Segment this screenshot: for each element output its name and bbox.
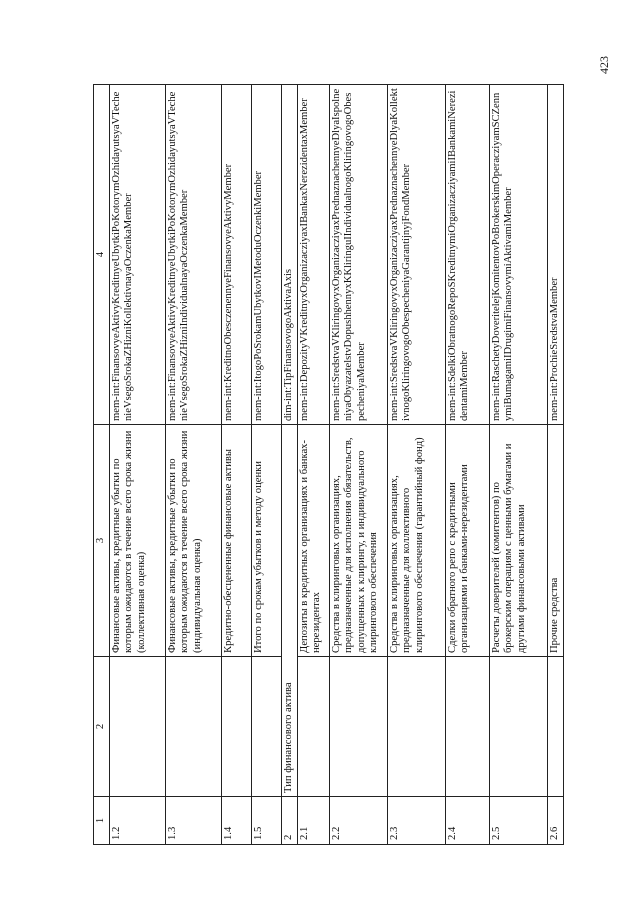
header-col-3: 3 xyxy=(94,425,110,657)
row-code: mem-int:FinansovyeAktivyKreditnyeUbytkiPoKotorymOzhidayutsyaVTechenieVsegoSrokaZHizniKollektivnayaOczenkaMember xyxy=(109,85,165,425)
table-row xyxy=(387,85,445,845)
row-group-label xyxy=(297,657,329,797)
table-row xyxy=(109,85,165,845)
row-description: Кредитно-обесцененные финансовые активы xyxy=(221,425,251,657)
row-description: Депозиты в кредитных организациях и банках-нерезидентах xyxy=(297,425,329,657)
row-description: Сделки обратного репо с кредитными организациями и банками-нерезидентами xyxy=(445,425,489,657)
table-row xyxy=(251,85,281,845)
row-number: 2.2 xyxy=(329,797,387,845)
row-code: mem-int:SredstvaVKliringovyxOrganizacziyaxPrednaznachennyeDlyaKollektivnogoKliringovogoObespecheniyaGarantijnyjFondMember xyxy=(387,85,445,425)
row-number: 2.3 xyxy=(387,797,445,845)
row-number: 1.4 xyxy=(221,797,251,845)
row-code: dim-int:TipFinansovogoAktivaAxis xyxy=(281,85,297,425)
row-group-label xyxy=(109,657,165,797)
row-number: 1.3 xyxy=(165,797,221,845)
row-number: 1.5 xyxy=(251,797,281,845)
header-col-2: 2 xyxy=(94,657,110,797)
row-number: 2 xyxy=(281,797,297,845)
table-body xyxy=(109,85,563,845)
row-group-label xyxy=(547,657,563,797)
row-number: 2.5 xyxy=(489,797,547,845)
rotated-table-container xyxy=(93,85,606,845)
row-number: 1.2 xyxy=(109,797,165,845)
header-col-4: 4 xyxy=(94,85,110,425)
row-group-label xyxy=(165,657,221,797)
row-group-label xyxy=(387,657,445,797)
header-col-1: 1 xyxy=(94,797,110,845)
table-header-row xyxy=(94,85,110,845)
taxonomy-table xyxy=(93,84,564,845)
row-number: 2.4 xyxy=(445,797,489,845)
row-description: Финансовые активы, кредитные убытки по которым ожидаются в течение всего срока жизни (коллективная оценка) xyxy=(109,425,165,657)
row-description: Средства в клиринговых организациях, предназначенные для коллективного клирингового обеспечения (гарантийный фонд) xyxy=(387,425,445,657)
table-row xyxy=(547,85,563,845)
row-group-label: Тип финансового актива xyxy=(281,425,297,797)
row-description: Средства в клиринговых организациях, предназначенные для исполнения обязательств, допущенных к клирингу, и индивидуального клирингового обеспечения xyxy=(329,425,387,657)
row-group-label xyxy=(329,657,387,797)
row-code: mem-int:SdelkiObratnogoRepoSKreditnymiOrganizacziyamiIBankamiNerezidentamiMember xyxy=(445,85,489,425)
row-number: 2.6 xyxy=(547,797,563,845)
table-row xyxy=(489,85,547,845)
row-code: mem-int:KreditnoObesczenennyeFinansovyeAktivyMember xyxy=(221,85,251,425)
row-code: mem-int:ItogoPoSrokamUbytkovIMetoduOczenkiMember xyxy=(251,85,281,425)
row-description: Прочие средства xyxy=(547,425,563,657)
row-code: mem-int:SredstvaVKliringovyxOrganizacziyaxPrednaznachennyeDlyaIspolneniyaObyazatelstvDopushhennyxKKliringuIIndividualnogoKliringovogoObespecheniyaMember xyxy=(329,85,387,425)
row-group-label xyxy=(221,657,251,797)
row-group-label xyxy=(251,657,281,797)
row-code: mem-int:FinansovyeAktivyKreditnyeUbytkiPoKotorymOzhidayutsyaVTechenieVsegoSrokaZHizniIndividualnayaOczenkaMember xyxy=(165,85,221,425)
row-number: 2.1 xyxy=(297,797,329,845)
table-row xyxy=(281,85,297,845)
row-description: Расчеты доверителей (комитентов) по брокерским операциям с ценными бумагами и другими финансовыми активами xyxy=(489,425,547,657)
page-number: 423 xyxy=(597,56,611,74)
row-code: mem-int:DepozityVKreditnyxOrganizacziyaxIBankaxNerezidentaxMember xyxy=(297,85,329,425)
row-group-label xyxy=(489,657,547,797)
row-code: mem-int:ProchieSredstvaMember xyxy=(547,85,563,425)
table-row xyxy=(329,85,387,845)
table-row xyxy=(221,85,251,845)
row-group-label xyxy=(445,657,489,797)
table-row xyxy=(165,85,221,845)
table-row xyxy=(445,85,489,845)
row-code: mem-int:RaschetyDoveritelejKomitentovPoBrokerskimOperacziyamSCZennymiBumagamiIDrugimiFinansovymiAktivamiMember xyxy=(489,85,547,425)
row-description: Итого по срокам убытков и методу оценки xyxy=(251,425,281,657)
table-row xyxy=(297,85,329,845)
row-description: Финансовые активы, кредитные убытки по которым ожидаются в течение всего срока жизни (индивидуальная оценка) xyxy=(165,425,221,657)
